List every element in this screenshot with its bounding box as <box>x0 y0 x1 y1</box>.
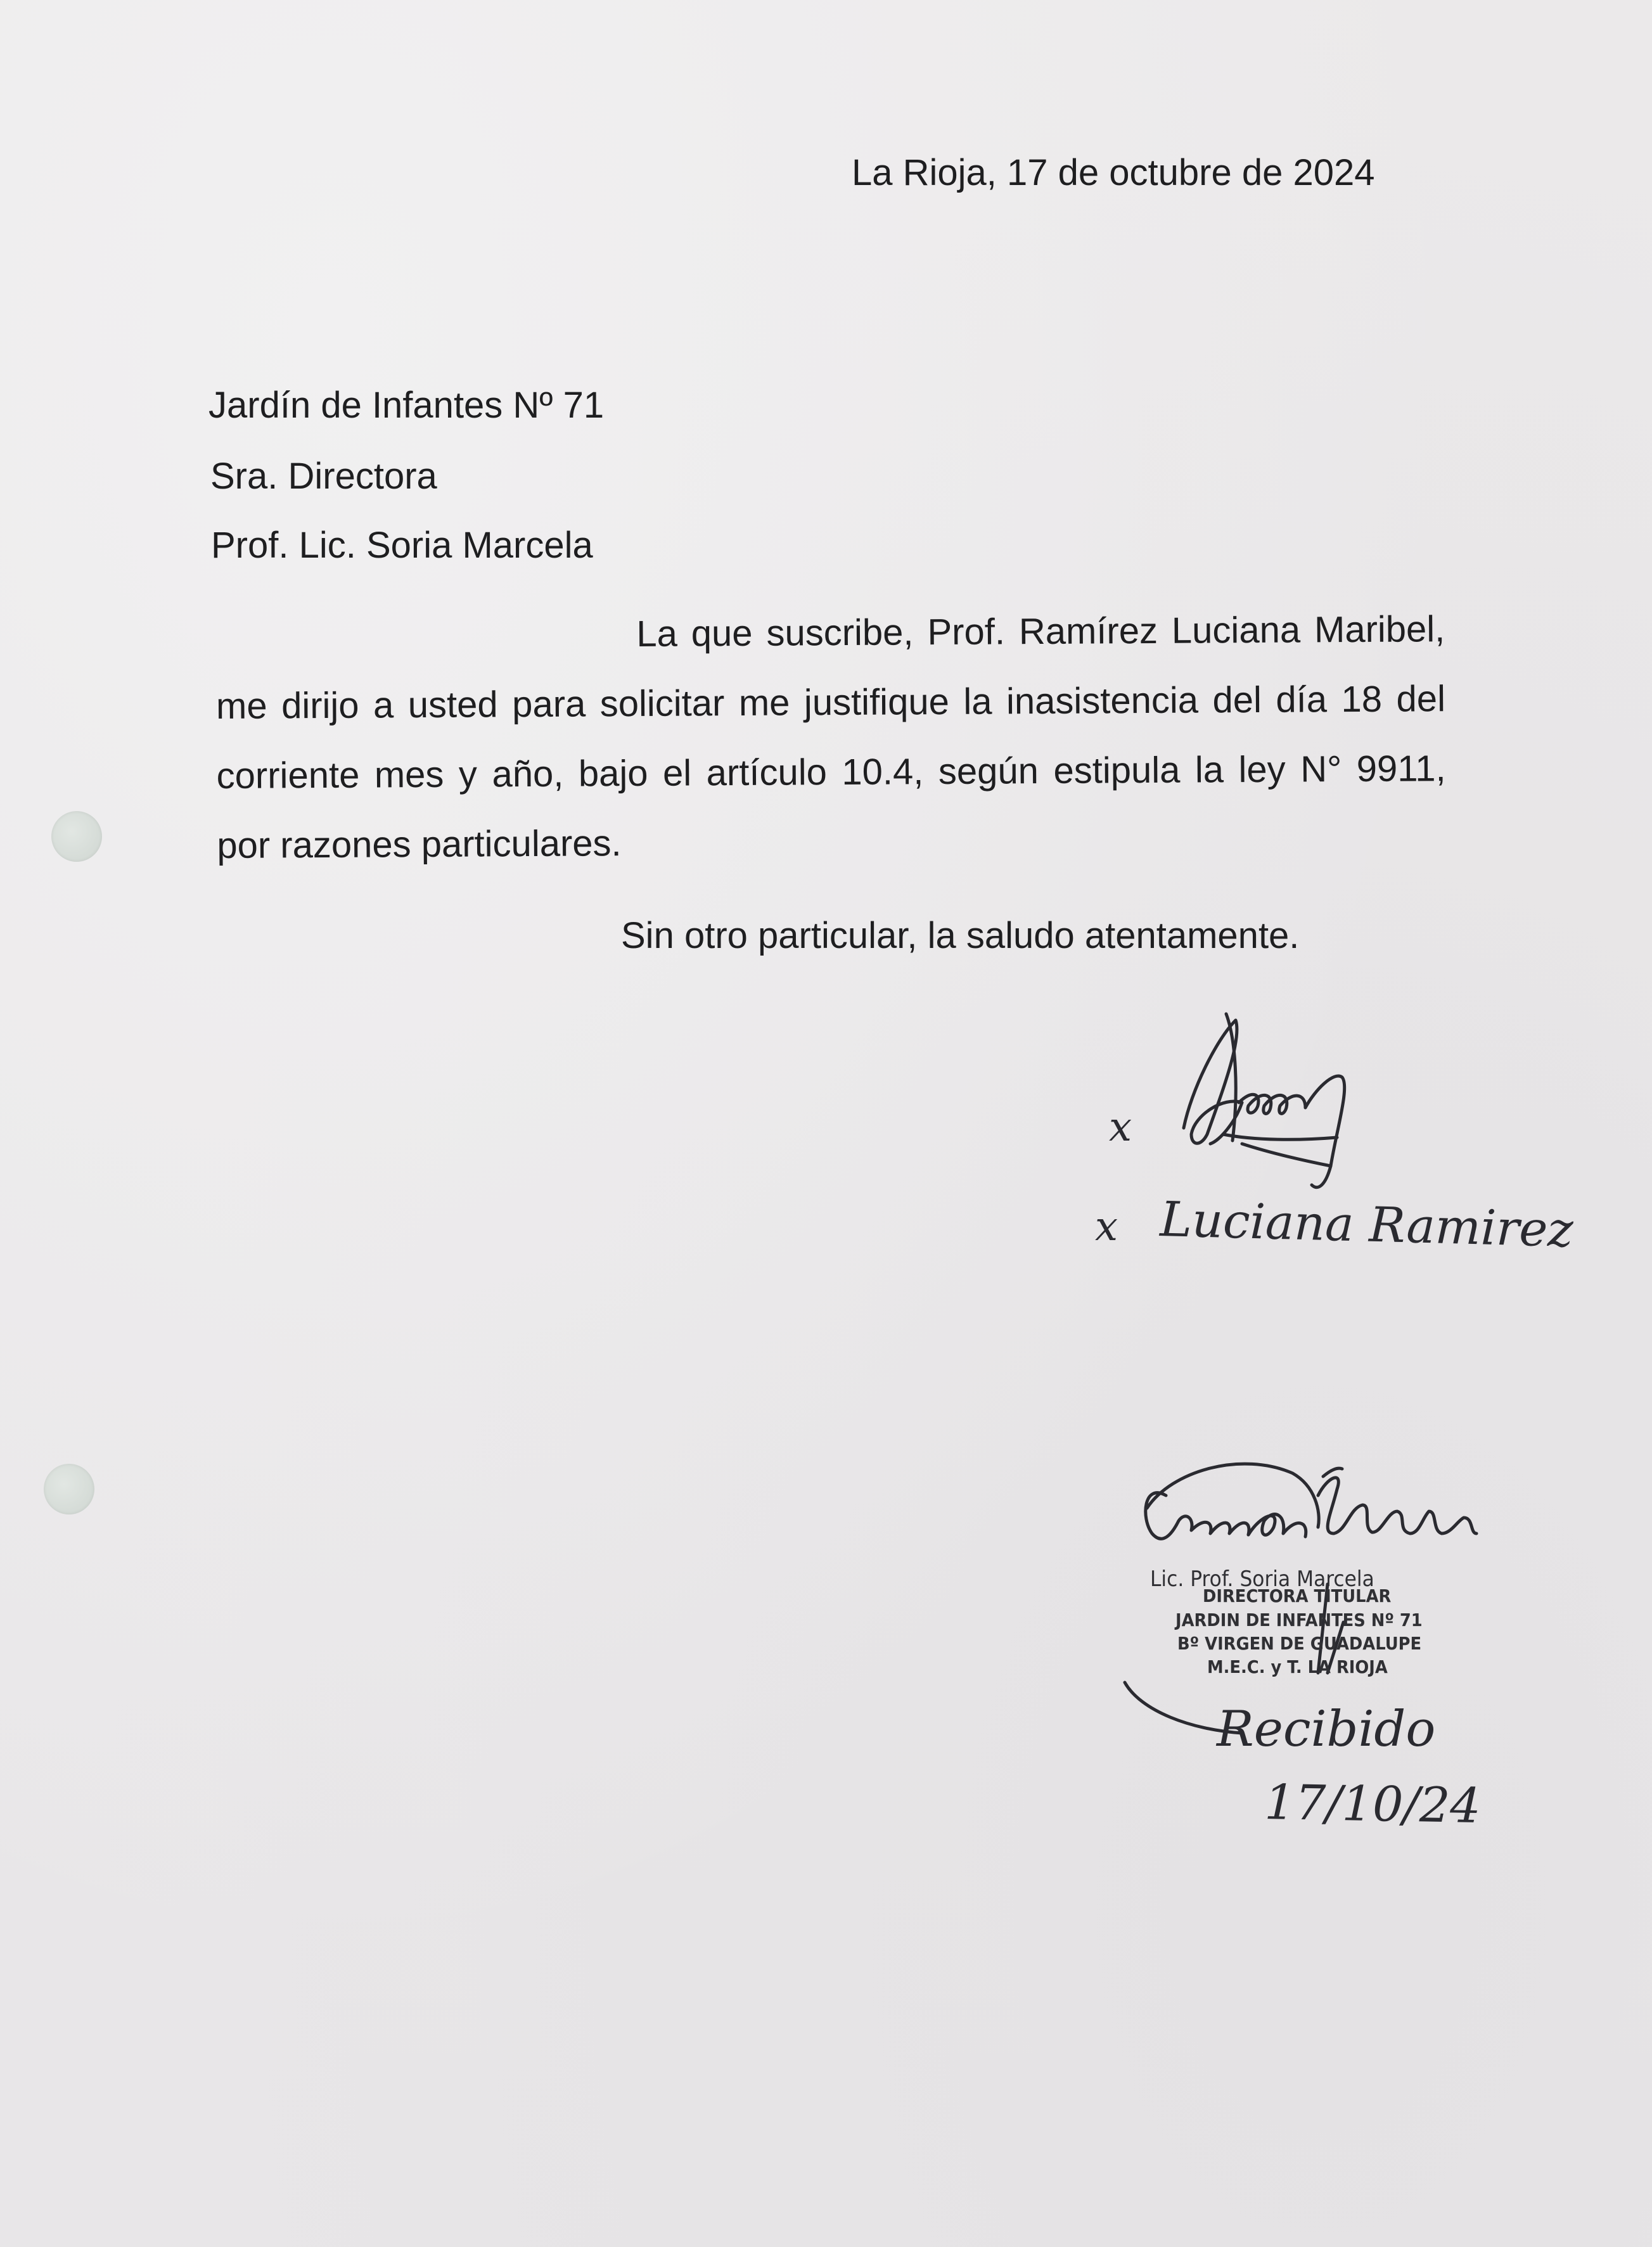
receipt-date: 17/10/24 <box>1264 1774 1482 1834</box>
punch-hole <box>44 1464 94 1514</box>
recipient-name: Prof. Lic. Soria Marcela <box>211 525 593 566</box>
punch-hole <box>51 811 102 862</box>
date-line: La Rioja, 17 de octubre de 2024 <box>852 152 1375 193</box>
closing-line: Sin otro particular, la saludo atentamente. <box>621 915 1300 956</box>
stamp-role: DIRECTORA TITULAR <box>1203 1585 1392 1606</box>
letter-body: La que suscribe, Prof. Ramírez Luciana Maribel, me dirijo a usted para solicitar me justifique la inasistencia del día 18 del corriente mes y año, bajo el artículo 10.4, según estipula la ley N° 9911, por razones particulares. <box>215 608 1446 866</box>
sender-name-handwritten: Luciana Ramirez <box>1159 1191 1574 1258</box>
sender-mark: x <box>1095 1203 1118 1250</box>
stamp-ministry: M.E.C. y T. LA RIOJA <box>1207 1656 1388 1677</box>
sender-signature <box>1184 1014 1345 1188</box>
stamp-name: Lic. Prof. Soria Marcela <box>1150 1566 1374 1592</box>
sender-mark: x <box>1109 1104 1132 1151</box>
recipient-institution: Jardín de Infantes Nº 71 <box>208 385 605 426</box>
stamp-institution: JARDIN DE INFANTES Nº 71 <box>1175 1610 1423 1630</box>
recipient-title: Sra. Directora <box>210 456 437 497</box>
stamp-neighborhood: Bº VIRGEN DE GUADALUPE <box>1177 1633 1422 1654</box>
receipt-label: Recibido <box>1217 1701 1436 1758</box>
